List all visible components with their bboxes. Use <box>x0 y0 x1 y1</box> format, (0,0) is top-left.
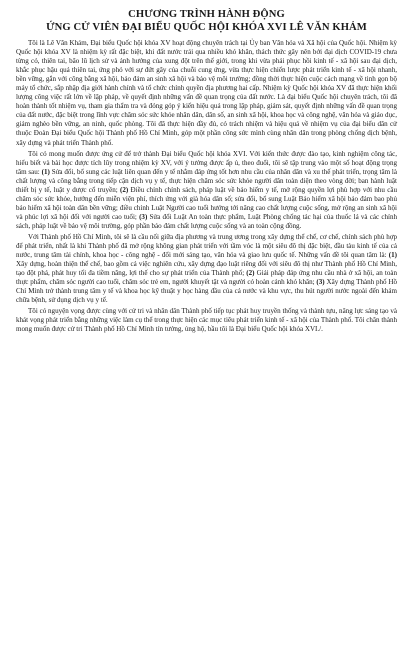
numbered-marker: (1) <box>41 167 50 176</box>
paragraph <box>16 39 397 148</box>
numbered-marker: (2) <box>120 185 129 194</box>
text-run: Điều chỉnh chính sách, pháp luật về bảo hiểm y tế, mở rộng quyền lợi phù hợp với nhu cầu chăm sóc sức khỏe, hướng đến miễn viện phí, thích ứng với già hóa dân số; sửa đổi, bổ sung Luật Bảo hiểm xã hội bảo đảm bao phủ bảo hiểm xã hội toàn dân bền vững; điều chỉnh Luật Người cao tuổi hướng tới nâng cao chất lượng cuộc sống, mở rộng an sinh xã hội và phúc lợi xã hội đối với người cao tuổi; <box>16 185 397 221</box>
text-run: Xây dựng, hoàn thiện thể chế, bao gồm cả việc nghiên cứu, xây dựng đạo luật riêng đối với siêu đô thị như Thành phố Hồ Chí Minh, tạo đột phá, phát huy tối đa tiềm năng, lợi thế cho sự phát triển của Thành phố; <box>16 260 397 278</box>
paragraph <box>16 307 397 334</box>
text-run: Sửa đổi, bổ sung các luật liên quan đến y tế nhằm đáp ứng tốt hơn nhu cầu của nhân dân và xu thế phát triển, trọng tâm là chất lượng và công bằng trong tiếp cận dịch vụ y tế, thực hiện chăm sóc sức khỏe người dân toàn diện theo vòng đời; ban hành luật thiết bị y tế, luật y dược cổ truyền; <box>16 167 397 194</box>
text-run: Tôi là Lê Văn Khảm, Đại biểu Quốc hội khóa XV hoạt động chuyên trách tại Ủy ban Văn hóa và Xã hội của Quốc hội. Nhiệm kỳ Quốc hội khóa XV là nhiệm kỳ rất đặc biệt, khi đất nước trải qua nhiều khó khăn, thách thức gây nên bởi đại dịch COVID-19 chưa từng có, thiên tai, bão lũ lịch sử và ảnh hưởng của xung đột trên thế giới, trong khi vừa phải phục hồi kinh tế - xã hội sau đại dịch, khắc phục hậu quả thiên tai, ứng phó với sự đứt gãy của chuỗi cung ứng, vừa thực hiện chiến lược phát triển kinh tế - xã hội nhanh, bền vững, gắn với công bằng xã hội, bảo đảm an sinh xã hội và bảo vệ môi trường; đồng thời thực hiện cuộc cách mạng về tinh gọn bộ máy tổ chức, sắp nhập địa giới hành chính và tổ chức chính quyền địa phương hai cấp. Nhiệm kỳ Quốc hội khóa XV đã thực hiện khối lượng công việc rất lớn về lập pháp, về quyết định những vấn đề quan trọng của đất nước. Là đại biểu Quốc hội chuyên trách, tôi đã hoàn thành tốt nhiệm vụ, tham gia thẩm tra và đóng góp ý kiến hiệu quả trong lập pháp, giám sát, quyết định những vấn đề quan trọng của đất nước, đặc biệt trong lĩnh vực chăm sóc sức khỏe nhân dân, dân số, an sinh xã hội, khoa học và công nghệ, văn hóa và giáo dục, giảm nghèo bền vững, an ninh, quốc phòng. Tôi đã thực hiện đầy đủ, có trách nhiệm và hiệu quả về nhiệm vụ của đại biểu dân cử thuộc Đoàn Đại biểu Quốc hội Thành phố Hồ Chí Minh, góp một phần công sức mình cùng nhân dân trong phòng chống dịch bệnh, xây dựng và phát triển Thành phố. <box>16 39 397 147</box>
paragraph <box>16 233 397 305</box>
numbered-marker: (3) <box>139 212 148 221</box>
text-run: Sửa đổi Luật An toàn thực phẩm, Luật Phòng chống tác hại của thuốc lá và các chính sách, pháp luật về bảo vệ môi trường, góp phần bảo đảm chất lượng cuộc sống và an toàn cộng đồng. <box>16 212 397 230</box>
text-run: Giải pháp đáp ứng nhu cầu nhà ở xã hội, an toàn thực phẩm, chăm sóc người cao tuổi, chăm sóc trẻ em, người khuyết tật và người có hoàn cảnh khó khăn; <box>16 269 397 287</box>
numbered-marker: (1) <box>388 251 397 260</box>
text-run: Xây dựng Thành phố Hồ Chí Minh trở thành trung tâm y tế và khoa học kỹ thuật y học hàng đầu của cả nước và khu vực, thu hút người nước ngoài đến khám chữa bệnh, sử dụng dịch vụ y tế. <box>16 278 398 305</box>
numbered-marker: (3) <box>316 278 325 287</box>
paragraph <box>16 150 397 231</box>
document-body <box>16 39 397 335</box>
text-run: Tôi có nguyện vọng được cùng với cử tri và nhân dân Thành phố tiếp tục phát huy truyền thống và thành tựu, nâng lực sáng tạo và khát vọng phát triển bằng những việc làm cụ thể trong thực hiện các mục tiêu phát triển kinh tế - xã hội của Thành phố. Tôi chân thành mong muốn được cử tri Thành phố Hồ Chí Minh tín tưởng, ủng hộ, bầu tôi là Đại biểu Quốc hội khóa XVI./. <box>16 307 397 334</box>
document-subtitle: ỨNG CỬ VIÊN ĐẠI BIỂU QUỐC HỘI KHÓA XVI LÊ VĂN KHẢM <box>46 22 367 33</box>
document-title: CHƯƠNG TRÌNH HÀNH ĐỘNG <box>128 9 285 20</box>
text-run: Tôi có mong muốn được ứng cử để trở thành Đại biểu Quốc hội khóa XVI. Với kiến thức được đào tạo, kinh nghiệm công tác, hiểu biết và bài học được tích lũy trong nhiệm kỳ XV, với ý tưởng được ấp ủ, theo đuổi, tôi sẽ tập trung vào một số hoạt động trọng tâm sau: <box>16 149 397 176</box>
text-run: Với Thành phố Hồ Chí Minh, tôi sẽ là cầu nối giữa địa phương và trung ương trong xây dựng thể chế, cơ chế, chính sách phù hợp để phát triển, nhất là khi Thành phố đã mở rộng không gian phát triển với tầm vóc là một siêu đô thị đặc biệt, đầu tàu kinh tế của cả nước, trung tâm tài chính, khoa học - công nghệ - đổi mới sáng tạo, văn hóa và giao lưu quốc tế. Những vấn đề tôi quan tâm là: <box>16 232 397 260</box>
numbered-marker: (2) <box>246 269 255 278</box>
